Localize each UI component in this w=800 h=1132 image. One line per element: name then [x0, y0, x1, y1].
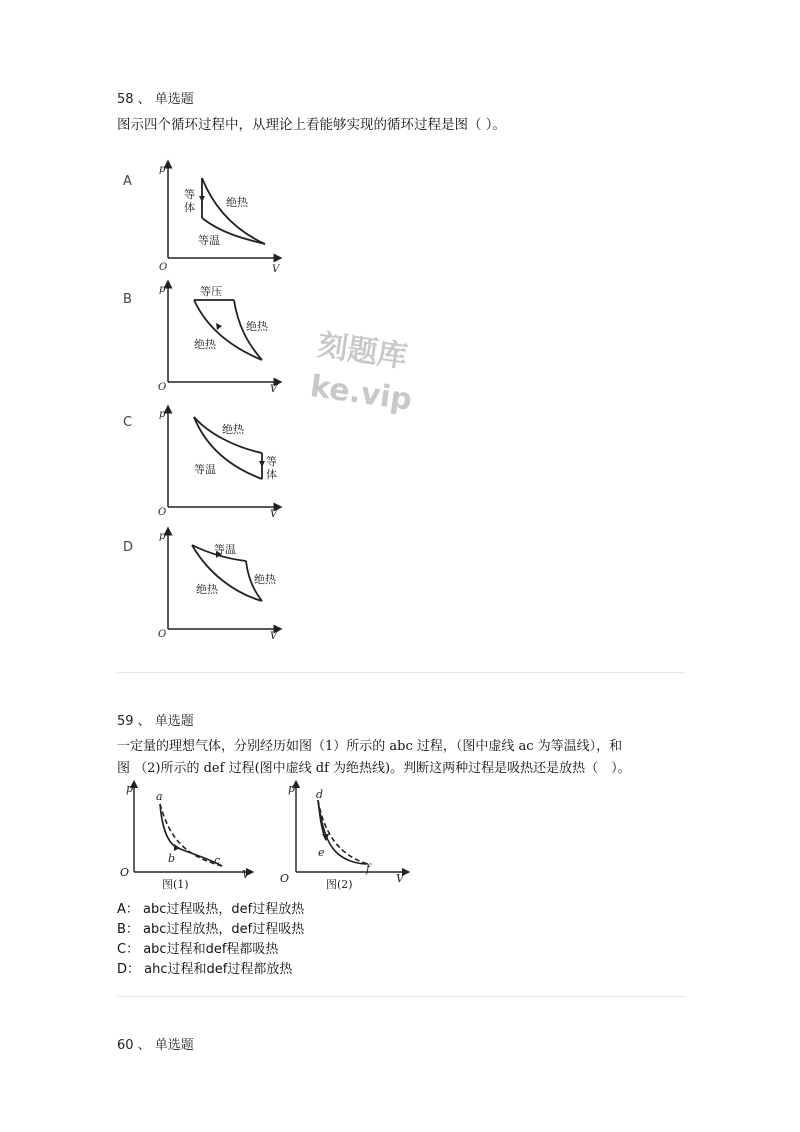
q58-option-d-letter: D [123, 540, 134, 555]
axis-o: O [158, 382, 167, 393]
q59-figure-1 [116, 778, 256, 893]
axis-v: V [242, 868, 250, 881]
axis-o: O [158, 629, 167, 640]
watermark-title: 刻题库 [315, 327, 410, 376]
q59-header: 59 、 单选题 [117, 714, 194, 729]
axis-p: p [159, 531, 166, 542]
label-dengwen: 等温 [214, 543, 236, 556]
label-jueru-left: 绝热 [196, 583, 218, 596]
q58-figure-a [150, 158, 290, 276]
axis-o: O [120, 866, 130, 879]
axis-o: O [159, 262, 168, 273]
point-c: c [214, 854, 221, 867]
label-deng: 等 [266, 455, 277, 468]
divider [117, 672, 685, 673]
q59-text-line1: 一定量的理想气体，分别经历如图（1）所示的 abc 过程，（图中虚线 ac 为等温线），和 [117, 739, 623, 754]
figure-caption: 图(2) [326, 878, 353, 891]
label-ti: 体 [266, 468, 277, 481]
axis-v: V [396, 872, 404, 885]
axis-p: p [159, 409, 166, 420]
axis-v: V [270, 509, 278, 520]
axis-p: p [159, 164, 166, 175]
point-b: b [168, 852, 176, 865]
q58-figure-d [150, 525, 290, 643]
q59-answer-b[interactable]: B： abc过程放热，def过程吸热 [117, 922, 305, 937]
axis-p: p [288, 782, 296, 795]
point-d: d [316, 788, 324, 801]
figure-caption: 图(1) [162, 878, 189, 891]
axis-v: V [272, 264, 280, 275]
q58-text: 图示四个循环过程中，从理论上看能够实现的循环过程是图（ ）。 [117, 117, 507, 133]
q59-answer-c[interactable]: C： abc过程和def程都吸热 [117, 942, 279, 957]
label-ti: 体 [184, 201, 195, 214]
q60-header: 60 、 单选题 [117, 1038, 194, 1053]
q58-figure-b [150, 278, 290, 396]
label-dengya: 等压 [200, 285, 222, 298]
q58-header: 58 、 单选题 [117, 92, 194, 107]
label-jueru-right: 绝热 [246, 320, 268, 333]
label-jueru-right: 绝热 [254, 573, 276, 586]
axis-o: O [158, 507, 167, 518]
label-deng: 等 [184, 188, 195, 201]
divider [117, 996, 685, 997]
point-a: a [156, 790, 163, 803]
axis-o: O [280, 872, 290, 885]
label-jueru-left: 绝热 [194, 338, 216, 351]
point-e: e [318, 846, 325, 859]
q58-option-c-letter: C [123, 415, 133, 430]
q59-figure-2 [278, 778, 418, 893]
watermark-domain: ke.vip [308, 369, 415, 418]
q58-option-b-letter: B [123, 292, 132, 307]
q58-figure-c [150, 403, 290, 521]
q59-text-line2: 图 （2)所示的 def 过程(图中虚线 df 为绝热线)。判断这两种过程是吸热还是放热（ ）。 [117, 761, 631, 776]
axis-v: V [270, 631, 278, 642]
label-dengwen: 等温 [194, 463, 216, 476]
label-jueru: 绝热 [222, 423, 244, 436]
axis-v: V [270, 384, 278, 395]
label-dengwen: 等温 [198, 234, 220, 247]
point-f: f [366, 862, 371, 875]
q59-answer-a[interactable]: A： abc过程吸热，def过程放热 [117, 902, 305, 917]
q58-option-a-letter: A [123, 174, 132, 189]
axis-p: p [159, 284, 166, 295]
axis-p: p [126, 782, 134, 795]
label-jueru: 绝热 [226, 196, 248, 209]
q59-answer-d[interactable]: D： ahc过程和def过程都放热 [117, 962, 293, 977]
